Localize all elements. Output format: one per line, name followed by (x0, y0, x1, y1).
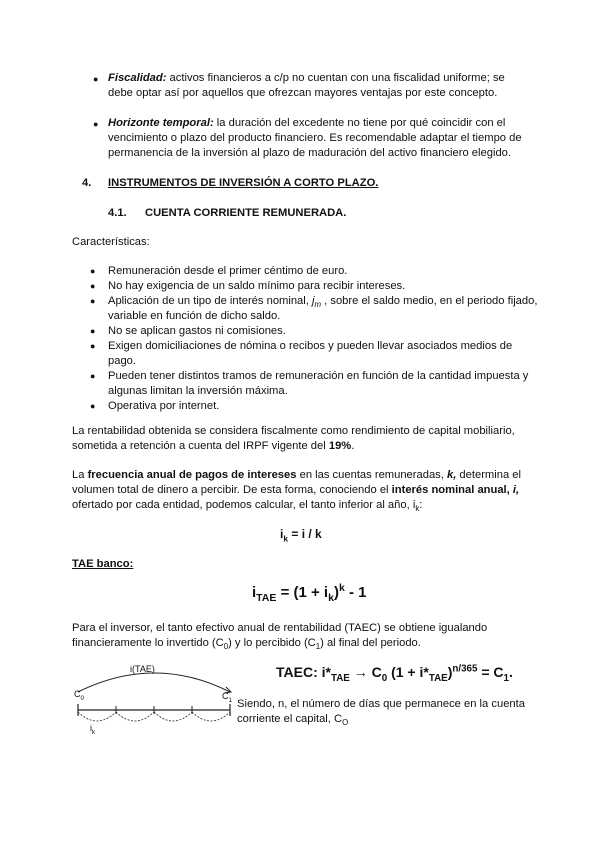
list-item: ● Pueden tener distintos tramos de remuneración en función de la cantidad impuesta y algunas limitan la inversión máxima. (88, 369, 538, 399)
list-item: ● Operativa por internet. (88, 399, 538, 414)
frecuencia-paragraph: La frecuencia anual de pagos de intereses en las cuentas remuneradas, k, determina el volumen total de dinero a percibir. De esta forma, conociendo el interés nominal anual, i, ofertado por cada entidad, podemos calcular, el tanto inferior al año, $i_k$: (72, 469, 522, 514)
ik-arc (192, 712, 230, 721)
bullet-fiscalidad (108, 71, 528, 101)
list-item: ● No hay exigencia de un saldo mínimo para recibir intereses. (88, 279, 538, 294)
arc-label: i(TAE) (130, 664, 155, 674)
text: Aplicación de un tipo de interés nominal, (108, 295, 312, 307)
list-item: ● No se aplican gastos ni comisiones. (88, 324, 538, 339)
bullet-horizonte (108, 116, 528, 161)
section-number: 4. (82, 177, 92, 189)
ik-label: $i_k$ (90, 723, 96, 736)
ik-arc (154, 712, 192, 721)
bullet-text: la duración del excedente no tiene por qué coincidir con el vencimiento o plazo del producto financiero. Es recomendable adaptar el tiempo de permanencia de la inversión al plazo de maduración del activo financiero elegido. (108, 117, 522, 159)
caracteristicas-label: Características: (72, 236, 150, 248)
ik-arc (78, 712, 116, 721)
tae-banco-label: TAE banco: (72, 558, 134, 570)
ik-arc (116, 712, 154, 721)
bullet-title: Fiscalidad: (108, 72, 167, 84)
section-title: INSTRUMENTOS DE INVERSIÓN A CORTO PLAZO. (108, 177, 379, 189)
formula-itae: $i_{TAE} = (1 + i_k)^k - 1$ (252, 582, 367, 604)
bullet-dot: ● (93, 74, 99, 84)
timeline-svg (70, 660, 240, 740)
timeline-diagram (70, 660, 240, 740)
formula-ik: $i_k = i / k$ (280, 527, 322, 544)
jm-symbol: $j_m$ (312, 295, 322, 310)
siendo-paragraph: Siendo, n, el número de días que permanece en la cuenta corriente el capital, $C_O$ (237, 698, 525, 728)
rentabilidad-paragraph: La rentabilidad obtenida se considera fiscalmente como rendimiento de capital mobiliario, sometida a retención a cuenta del IRPF vigente del 19%. (72, 425, 515, 452)
characteristics-list (88, 264, 538, 414)
formula-taec: TAEC: $i*_{TAE} \to C_0$ $(1 + i*_{TAE})^{n/365} = C_1$. (276, 663, 513, 684)
list-item: ● Remuneración desde el primer céntimo de euro. (88, 264, 538, 279)
bullet-title: Horizonte temporal: (108, 117, 214, 129)
c1-label: $C_1$ (222, 691, 233, 704)
text: , sobre el saldo medio, en el periodo fijado, variable en función de dicho saldo. (108, 295, 538, 322)
subsection-number: 4.1. (108, 207, 127, 219)
inversor-paragraph: Para el inversor, el tanto efectivo anual de rentabilidad (TAEC) se obtiene igualando financieramente lo invertido $(C_0)$ y lo percibido $(C_1)$ al final del periodo. (72, 622, 488, 652)
list-item (88, 294, 538, 324)
bullet-dot: ● (93, 119, 99, 129)
subsection-title: CUENTA CORRIENTE REMUNERADA. (145, 207, 347, 219)
c0-label: $C_0$ (74, 689, 85, 702)
list-item: ● Exigen domiciliaciones de nómina o recibos y pueden llevar asociados medios de pago. (88, 339, 538, 369)
bullet-text: activos financieros a c/p no cuentan con una fiscalidad uniforme; se debe optar así por aquellos que ofrezcan mayores ventajas por este concepto. (108, 72, 505, 99)
